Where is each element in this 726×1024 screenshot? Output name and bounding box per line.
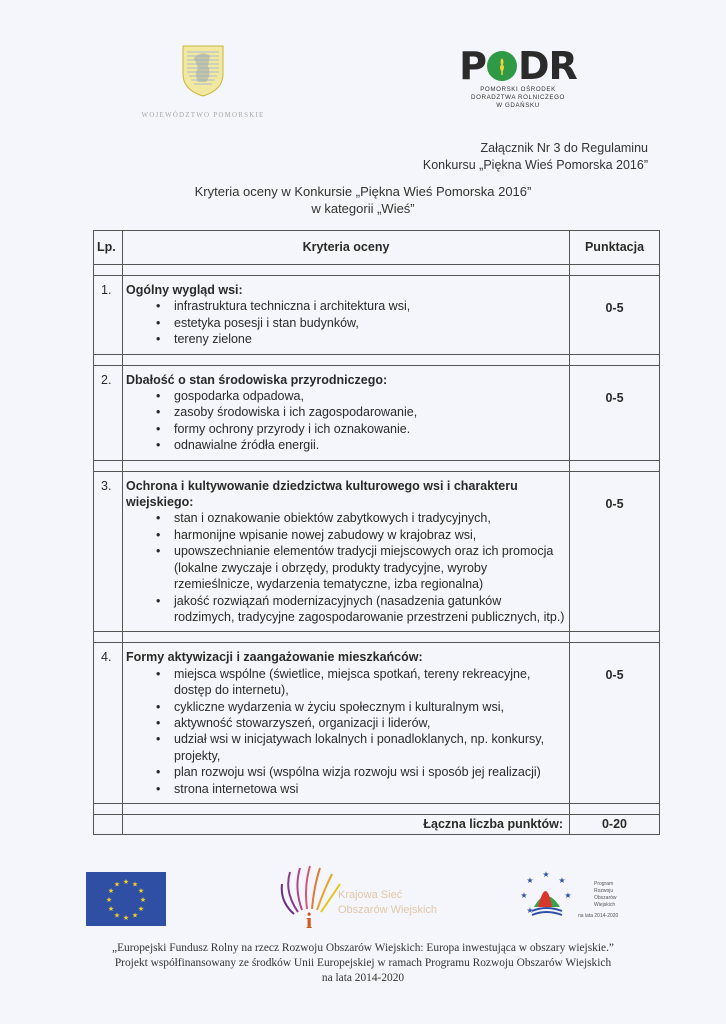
row-gap (94, 460, 660, 471)
list-item (126, 510, 565, 526)
list-item-text: jakość rozwiązań modernizacyjnych (nasadzenia gatunków rodzimych, tradycyjne zagospodarowanie przestrzeni publicznych, itp.) (174, 593, 565, 624)
list-item (126, 764, 565, 780)
footer-line: Projekt współfinansowany ze środków Unii Europejskiej w ramach Programu Rozwoju Obszarów Wiejskich (114, 957, 612, 969)
row-number: 1. (94, 276, 123, 355)
bullet-icon: • (156, 421, 161, 436)
list-item (126, 421, 565, 437)
bullet-icon: • (156, 765, 161, 780)
annex-line: Załącznik Nr 3 do Regulaminu (480, 141, 648, 155)
document-title (0, 183, 726, 217)
list-item (126, 699, 565, 715)
row-gap (94, 632, 660, 643)
list-item-text: stan i oznakowanie obiektów zabytkowych i tradycyjnych, (174, 511, 491, 526)
annex-line: Konkursu „Piękna Wieś Pomorska 2016” (422, 158, 648, 172)
svg-text:★: ★ (122, 914, 130, 922)
row-number: 3. (94, 471, 123, 632)
header-points: Punktacja (570, 231, 660, 265)
list-item (126, 593, 565, 626)
footer-note (0, 941, 726, 986)
bullet-icon: • (156, 715, 161, 730)
griffin-crest-icon (180, 44, 226, 98)
prow-logo (516, 865, 631, 927)
ksow-logo (280, 862, 470, 932)
list-item-text: udział wsi w inicjatywach lokalnych i ponadloklanych, np. konkursy, projekty, (174, 732, 545, 763)
row-gap (94, 354, 660, 365)
criterion-items (126, 510, 565, 625)
list-item-text: upowszechnianie elementów tradycji miejscowych oraz ich promocja (lokalne zwyczaje i obrzędy, produkty tradycyjne, wyroby rzemieślnicze, wydarzenia tematyczne, izba regionalna) (174, 544, 554, 592)
svg-text:★: ★ (107, 905, 115, 913)
list-item-text: tereny zielone (174, 332, 252, 347)
svg-text:★: ★ (107, 887, 115, 895)
list-item-text: aktywność stowarzyszeń, organizacji i liderów, (174, 715, 431, 730)
list-item-text: strona internetowa wsi (174, 781, 299, 796)
row-number: 4. (94, 643, 123, 804)
list-item (126, 527, 565, 543)
podr-logo (458, 44, 578, 110)
podr-mark-right: DR (518, 44, 577, 88)
eu-flag-logo (86, 872, 166, 926)
points-cell: 0-5 (570, 365, 660, 460)
criteria-cell (123, 365, 570, 460)
ksow-line2: Obszarów Wiejskich (338, 904, 438, 916)
list-item (126, 388, 565, 404)
ksow-rays-icon (282, 866, 340, 914)
title-line: Kryteria oceny w Konkursie „Piękna Wieś Pomorska 2016” (194, 184, 532, 199)
bullet-icon: • (156, 438, 161, 453)
svg-text:★: ★ (526, 906, 534, 915)
podr-subtitle (458, 86, 578, 110)
row-number: 2. (94, 365, 123, 460)
total-value: 0-20 (570, 814, 660, 834)
list-item-text: miejsca wspólne (świetlice, miejsca spotkań, tereny rekreacyjne, dostęp do internetu), (174, 666, 531, 698)
criterion-title: Formy aktywizacji i zaangażowanie mieszkańców: (126, 650, 423, 665)
eu-stars-icon (86, 872, 166, 926)
total-label: Łączna liczba punktów: (123, 814, 570, 834)
svg-text:★: ★ (122, 878, 130, 886)
row-gap (94, 265, 660, 276)
svg-text:★: ★ (137, 905, 145, 913)
prow-line: Wiejskich (594, 902, 616, 908)
bullet-icon: • (156, 781, 161, 796)
svg-text:★: ★ (113, 911, 121, 920)
list-item-text: odnawialne źródła energii. (174, 438, 320, 453)
criteria-cell (123, 643, 570, 804)
wojewodztwo-text: WOJEWÓDZTWO POMORSKIE (141, 111, 265, 119)
list-item (126, 731, 565, 764)
list-item (126, 666, 565, 699)
podr-sub-line: DORADZTWA ROLNICZEGO (471, 94, 565, 101)
criterion-items (126, 666, 565, 797)
list-item (126, 543, 565, 592)
wheat-ear-icon (487, 51, 517, 81)
svg-text:★: ★ (131, 880, 139, 889)
svg-text:★: ★ (113, 880, 121, 889)
bullet-icon: • (156, 332, 161, 347)
table-row (94, 471, 660, 632)
svg-text:★: ★ (105, 896, 113, 904)
list-item-text: estetyka posesji i stan budynków, (174, 315, 359, 330)
prow-emblem-icon (520, 870, 571, 921)
podr-sub-line: W GDAŃSKU (496, 102, 540, 109)
bullet-icon: • (156, 299, 161, 314)
list-item-text: harmonijne wpisanie nowej zabudowy w krajobraz wsi, (174, 527, 477, 542)
bullet-icon: • (156, 511, 161, 526)
points-cell: 0-5 (570, 643, 660, 804)
criterion-items (126, 388, 565, 454)
total-row (94, 814, 660, 834)
svg-text:★: ★ (131, 911, 139, 920)
bullet-icon: • (156, 732, 161, 747)
bullet-icon: • (156, 666, 161, 681)
header-criteria: Kryteria oceny (123, 231, 570, 265)
criterion-title: Ochrona i kultywowanie dziedzictwa kulturowego wsi i charakteru wiejskiego: (126, 478, 518, 510)
list-item-text: cykliczne wydarzenia w życiu społecznym i kulturalnym wsi, (174, 699, 504, 714)
prow-line: Rozwoju (594, 888, 614, 894)
table-header-row (94, 231, 660, 265)
prow-line: Program (594, 881, 614, 887)
list-item (126, 298, 565, 314)
podr-mark-left: P (459, 44, 487, 88)
list-item (126, 331, 565, 347)
bullet-icon: • (156, 544, 161, 559)
svg-text:★: ★ (526, 876, 534, 885)
podr-mark (458, 44, 578, 88)
title-line: w kategorii „Wieś” (311, 201, 415, 216)
prow-line: Obszarów (594, 895, 617, 901)
annex-note (423, 140, 648, 174)
bullet-icon: • (156, 699, 161, 714)
list-item-text: plan rozwoju wsi (wspólna wizja rozwoju wsi i sposób jej realizacji) (174, 765, 541, 780)
footer-line: na lata 2014-2020 (321, 972, 405, 984)
svg-text:★: ★ (542, 870, 550, 879)
list-item (126, 781, 565, 797)
list-item-text: zasoby środowiska i ich zagospodarowanie, (174, 405, 418, 420)
header-lp: Lp. (94, 231, 123, 265)
bullet-icon: • (156, 389, 161, 404)
criteria-cell (123, 276, 570, 355)
list-item-text: infrastruktura techniczna i architektura wsi, (174, 299, 411, 314)
list-item-text: formy ochrony przyrody i ich oznakowanie. (174, 421, 411, 436)
bullet-icon: • (156, 593, 161, 608)
criterion-items (126, 298, 565, 347)
table-row (94, 365, 660, 460)
list-item (126, 437, 565, 453)
bullet-icon: • (156, 405, 161, 420)
table-row (94, 276, 660, 355)
wojewodztwo-pomorskie-logo (118, 44, 288, 119)
points-cell: 0-5 (570, 276, 660, 355)
criterion-title: Ogólny wygląd wsi: (126, 283, 243, 297)
table-row (94, 643, 660, 804)
criterion-title: Dbałość o stan środowiska przyrodniczego: (126, 372, 388, 387)
bullet-icon: • (156, 527, 161, 542)
svg-text:★: ★ (564, 891, 572, 900)
svg-text:★: ★ (520, 891, 528, 900)
criteria-table (93, 230, 660, 835)
criteria-cell (123, 471, 570, 632)
criteria-body (94, 265, 660, 804)
svg-text:★: ★ (558, 876, 566, 885)
list-item (126, 404, 565, 420)
list-item-text: gospodarka odpadowa, (174, 389, 304, 404)
ksow-figure-icon: i (306, 908, 313, 932)
points-cell: 0-5 (570, 471, 660, 632)
list-item (126, 715, 565, 731)
podr-sub-line: POMORSKI OŚRODEK (480, 86, 556, 93)
prow-line: na lata 2014-2020 (578, 913, 619, 919)
list-item (126, 315, 565, 331)
bullet-icon: • (156, 315, 161, 330)
footer-line: „Europejski Fundusz Rolny na rzecz Rozwoju Obszarów Wiejskich: Europa inwestująca w obszary wiejskie.” (112, 942, 614, 954)
svg-text:★: ★ (139, 896, 147, 904)
svg-text:★: ★ (137, 887, 145, 895)
ksow-line1: Krajowa Sieć (338, 889, 403, 901)
